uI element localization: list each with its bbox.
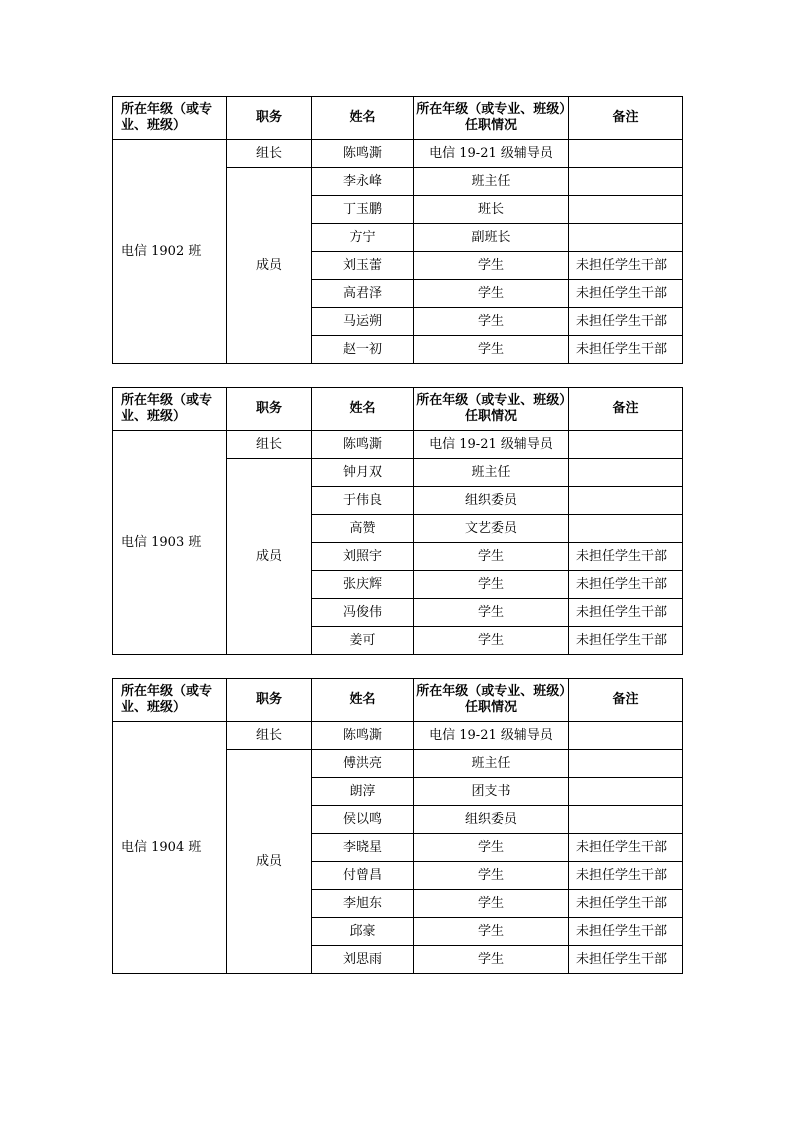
- name-cell: 陈鸣澌: [312, 431, 414, 459]
- name-cell: 傅洪亮: [312, 750, 414, 778]
- roster-table: [112, 387, 683, 655]
- position-cell: 学生: [414, 946, 569, 974]
- position-cell: 学生: [414, 890, 569, 918]
- position-cell: 学生: [414, 627, 569, 655]
- note-cell: 未担任学生干部: [569, 890, 683, 918]
- note-cell: [569, 778, 683, 806]
- note-cell: [569, 750, 683, 778]
- name-cell: 张庆辉: [312, 571, 414, 599]
- position-cell: 学生: [414, 252, 569, 280]
- name-cell: 邱豪: [312, 918, 414, 946]
- note-cell: 未担任学生干部: [569, 308, 683, 336]
- header-note: 备注: [569, 679, 683, 722]
- name-cell: 赵一初: [312, 336, 414, 364]
- name-cell: 姜可: [312, 627, 414, 655]
- note-cell: 未担任学生干部: [569, 946, 683, 974]
- name-cell: 侯以鸣: [312, 806, 414, 834]
- header-name: 姓名: [312, 679, 414, 722]
- note-cell: 未担任学生干部: [569, 571, 683, 599]
- header-class: 所在年级（或专业、班级）: [113, 679, 227, 722]
- header-note: 备注: [569, 97, 683, 140]
- header-row: [113, 679, 683, 722]
- header-role: 职务: [227, 97, 312, 140]
- note-cell: 未担任学生干部: [569, 599, 683, 627]
- name-cell: 于伟良: [312, 487, 414, 515]
- name-cell: 刘照宇: [312, 543, 414, 571]
- note-cell: [569, 487, 683, 515]
- header-note: 备注: [569, 388, 683, 431]
- note-cell: [569, 431, 683, 459]
- role-cell: 组长: [227, 431, 312, 459]
- class-name-cell: 电信 1902 班: [113, 140, 227, 364]
- note-cell: 未担任学生干部: [569, 834, 683, 862]
- note-cell: [569, 722, 683, 750]
- position-cell: 班长: [414, 196, 569, 224]
- note-cell: [569, 224, 683, 252]
- table-row: [113, 722, 683, 750]
- note-cell: [569, 806, 683, 834]
- note-cell: 未担任学生干部: [569, 336, 683, 364]
- note-cell: 未担任学生干部: [569, 543, 683, 571]
- position-cell: 学生: [414, 862, 569, 890]
- name-cell: 丁玉鹏: [312, 196, 414, 224]
- roster-table: [112, 678, 683, 974]
- role-cell: 成员: [227, 168, 312, 364]
- roster-table: [112, 96, 683, 364]
- position-cell: 组织委员: [414, 806, 569, 834]
- name-cell: 李晓星: [312, 834, 414, 862]
- position-cell: 班主任: [414, 168, 569, 196]
- position-cell: 学生: [414, 543, 569, 571]
- header-role: 职务: [227, 679, 312, 722]
- role-cell: 成员: [227, 750, 312, 974]
- class-name-cell: 电信 1903 班: [113, 431, 227, 655]
- header-class: 所在年级（或专业、班级）: [113, 388, 227, 431]
- header-name: 姓名: [312, 97, 414, 140]
- name-cell: 刘玉蕾: [312, 252, 414, 280]
- name-cell: 朗淳: [312, 778, 414, 806]
- header-position: 所在年级（或专业、班级）任职情况: [414, 97, 569, 140]
- position-cell: 电信 19-21 级辅导员: [414, 140, 569, 168]
- note-cell: [569, 168, 683, 196]
- note-cell: [569, 459, 683, 487]
- position-cell: 班主任: [414, 750, 569, 778]
- role-cell: 成员: [227, 459, 312, 655]
- position-cell: 学生: [414, 336, 569, 364]
- note-cell: [569, 140, 683, 168]
- name-cell: 李永峰: [312, 168, 414, 196]
- name-cell: 钟月双: [312, 459, 414, 487]
- table-row: [113, 431, 683, 459]
- name-cell: 陈鸣澌: [312, 722, 414, 750]
- table-row: [113, 140, 683, 168]
- note-cell: 未担任学生干部: [569, 252, 683, 280]
- position-cell: 班主任: [414, 459, 569, 487]
- note-cell: 未担任学生干部: [569, 627, 683, 655]
- header-class: 所在年级（或专业、班级）: [113, 97, 227, 140]
- role-cell: 组长: [227, 722, 312, 750]
- name-cell: 陈鸣澌: [312, 140, 414, 168]
- position-cell: 学生: [414, 308, 569, 336]
- position-cell: 副班长: [414, 224, 569, 252]
- name-cell: 冯俊伟: [312, 599, 414, 627]
- note-cell: 未担任学生干部: [569, 918, 683, 946]
- name-cell: 高赞: [312, 515, 414, 543]
- name-cell: 付曾昌: [312, 862, 414, 890]
- name-cell: 高君泽: [312, 280, 414, 308]
- header-row: [113, 97, 683, 140]
- position-cell: 电信 19-21 级辅导员: [414, 722, 569, 750]
- position-cell: 学生: [414, 834, 569, 862]
- note-cell: [569, 515, 683, 543]
- position-cell: 学生: [414, 571, 569, 599]
- position-cell: 组织委员: [414, 487, 569, 515]
- role-cell: 组长: [227, 140, 312, 168]
- header-position: 所在年级（或专业、班级）任职情况: [414, 388, 569, 431]
- position-cell: 团支书: [414, 778, 569, 806]
- position-cell: 学生: [414, 918, 569, 946]
- header-role: 职务: [227, 388, 312, 431]
- header-row: [113, 388, 683, 431]
- header-name: 姓名: [312, 388, 414, 431]
- position-cell: 文艺委员: [414, 515, 569, 543]
- position-cell: 学生: [414, 599, 569, 627]
- name-cell: 李旭东: [312, 890, 414, 918]
- name-cell: 马运朔: [312, 308, 414, 336]
- note-cell: [569, 196, 683, 224]
- position-cell: 学生: [414, 280, 569, 308]
- note-cell: 未担任学生干部: [569, 280, 683, 308]
- name-cell: 方宁: [312, 224, 414, 252]
- position-cell: 电信 19-21 级辅导员: [414, 431, 569, 459]
- name-cell: 刘思雨: [312, 946, 414, 974]
- header-position: 所在年级（或专业、班级）任职情况: [414, 679, 569, 722]
- note-cell: 未担任学生干部: [569, 862, 683, 890]
- class-name-cell: 电信 1904 班: [113, 722, 227, 974]
